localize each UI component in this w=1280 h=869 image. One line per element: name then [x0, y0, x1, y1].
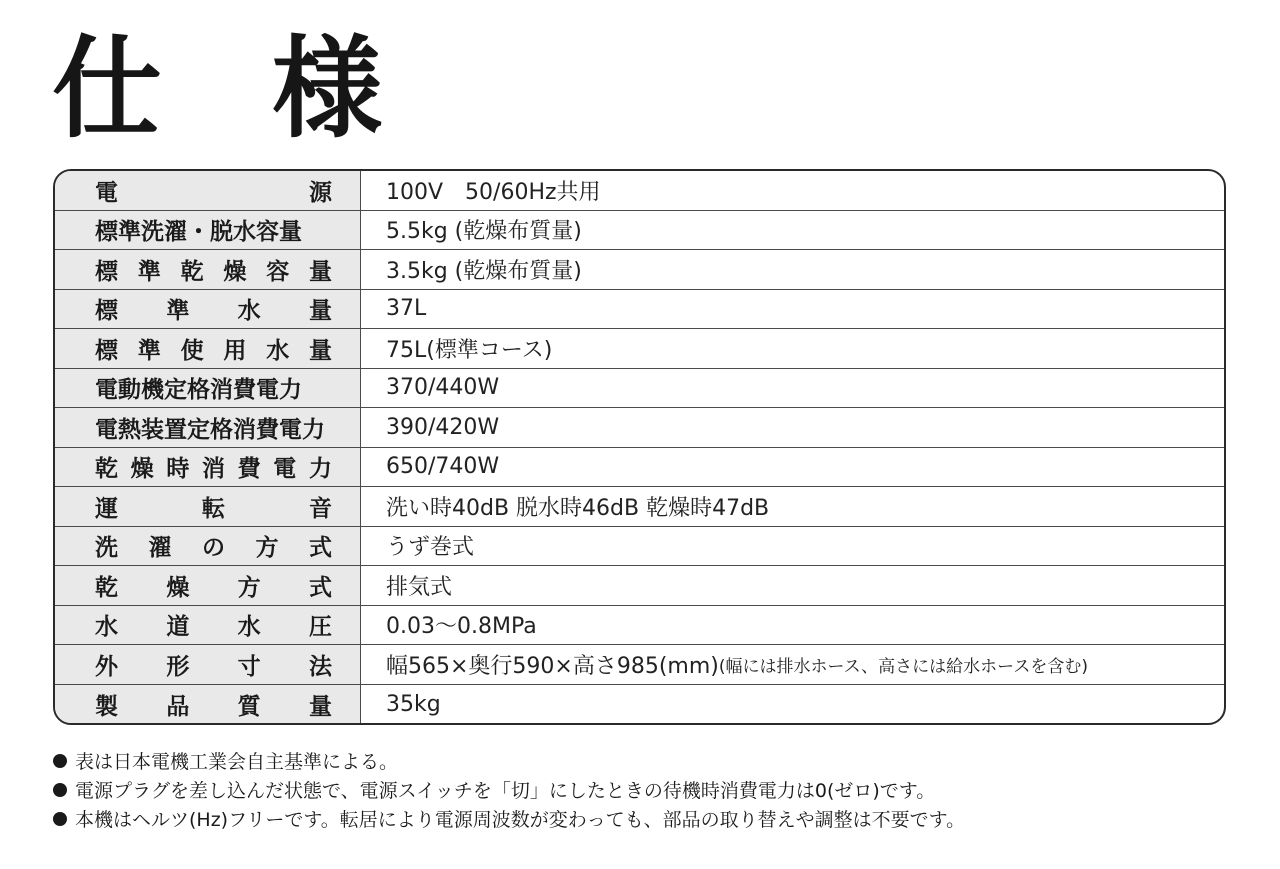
note-text: 本機はヘルツ(Hz)フリーです。転居により電源周波数が変わっても、部品の取り替えや調整は不要です。	[75, 809, 966, 831]
spec-row-water-level	[55, 290, 1224, 330]
note-text: 電源プラグを差し込んだ状態で、電源スイッチを「切」にしたときの待機時消費電力は0(ゼロ)です。	[75, 780, 936, 802]
spec-value: 390/420W	[386, 414, 500, 440]
bullet-icon	[53, 783, 67, 797]
spec-value-note: (幅には排水ホース、高さには給水ホースを含む)	[718, 656, 1088, 677]
spec-value: 5.5kg (乾燥布質量)	[386, 219, 582, 245]
note-item	[53, 775, 1233, 804]
spec-row-water-usage	[55, 329, 1224, 369]
spec-label: 製 品 質 量	[55, 685, 361, 725]
spec-value	[361, 645, 1224, 684]
spec-table	[53, 169, 1226, 725]
spec-value-main: 幅565×奥行590×高さ985(mm)	[386, 653, 719, 679]
spec-label: 標 準 水 量	[55, 290, 361, 329]
page-title: 仕 様	[52, 25, 382, 153]
spec-row-wash-method	[55, 527, 1224, 567]
spec-label: 標準洗濯・脱水容量	[55, 211, 361, 250]
note-item	[53, 746, 1233, 775]
spec-row-power-source	[55, 171, 1224, 211]
spec-label: 外 形 寸 法	[55, 645, 361, 684]
spec-label: 電動機定格消費電力	[55, 369, 361, 408]
spec-label: 洗 濯 の 方 式	[55, 527, 361, 566]
spec-row-drying-power	[55, 448, 1224, 488]
bullet-icon	[53, 812, 67, 826]
spec-row-weight	[55, 685, 1224, 725]
spec-label: 運 転 音	[55, 487, 361, 526]
spec-value: 0.03〜0.8MPa	[386, 614, 537, 640]
spec-label: 標 準 乾 燥 容 量	[55, 250, 361, 289]
spec-row-water-pressure	[55, 606, 1224, 646]
spec-value: 100V 50/60Hz共用	[386, 179, 601, 205]
notes-list	[53, 746, 1233, 833]
note-text: 表は日本電機工業会自主基準による。	[75, 751, 399, 773]
spec-value: 650/740W	[386, 454, 500, 480]
spec-label: 乾 燥 時 消 費 電 力	[55, 448, 361, 487]
spec-row-wash-capacity	[55, 211, 1224, 251]
spec-row-dry-method	[55, 566, 1224, 606]
bullet-icon	[53, 754, 67, 768]
spec-label: 電 源	[55, 171, 361, 210]
spec-row-noise	[55, 487, 1224, 527]
spec-row-motor-power	[55, 369, 1224, 409]
note-item	[53, 804, 1233, 833]
spec-row-dimensions	[55, 645, 1224, 685]
spec-row-dry-capacity	[55, 250, 1224, 290]
spec-value: 洗い時40dB 脱水時46dB 乾燥時47dB	[386, 495, 770, 521]
spec-value: 排気式	[386, 574, 453, 600]
spec-label: 乾 燥 方 式	[55, 566, 361, 605]
spec-label: 標 準 使 用 水 量	[55, 329, 361, 368]
spec-value: うず巻式	[386, 535, 475, 561]
spec-value: 35kg	[386, 691, 441, 717]
spec-label: 電熱装置定格消費電力	[55, 408, 361, 447]
spec-row-heater-power	[55, 408, 1224, 448]
spec-value: 75L(標準コース)	[386, 337, 553, 363]
spec-value: 3.5kg (乾燥布質量)	[386, 258, 582, 284]
spec-value: 370/440W	[386, 375, 500, 401]
spec-label: 水 道 水 圧	[55, 606, 361, 645]
spec-value: 37L	[386, 296, 427, 322]
